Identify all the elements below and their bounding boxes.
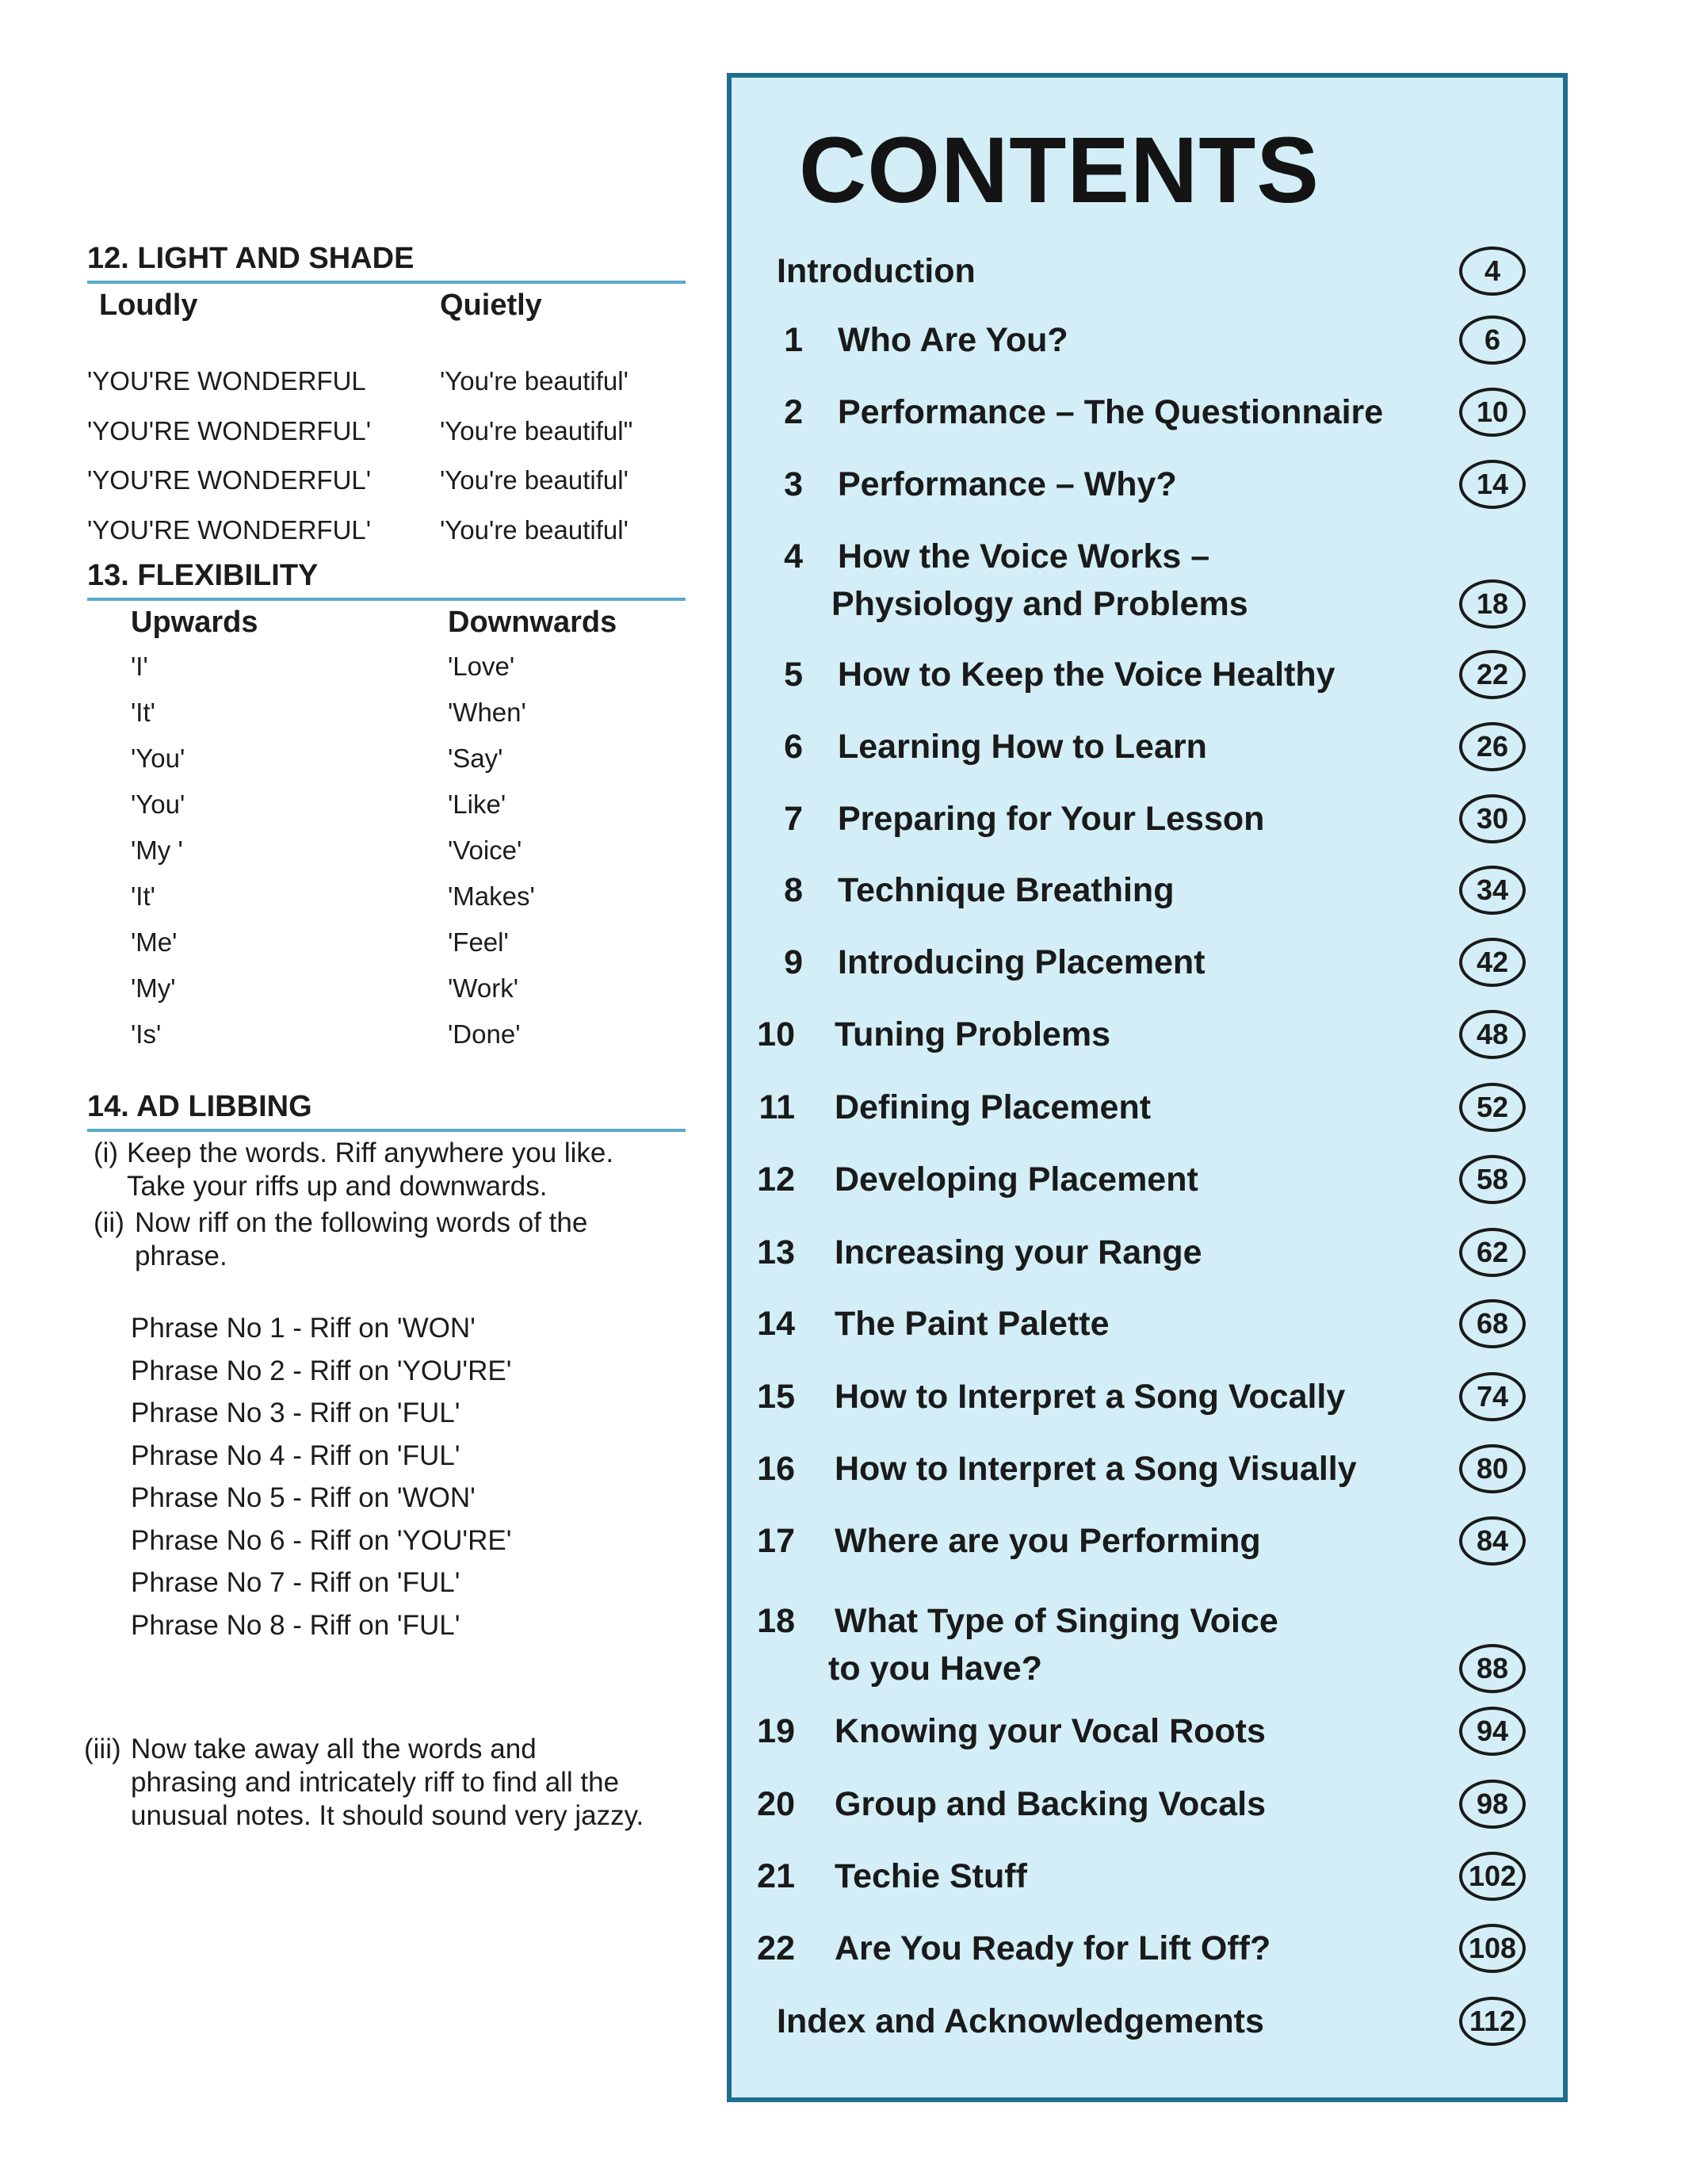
chapter-title: Physiology and Problems (831, 585, 1248, 623)
chapter-number: 22 (757, 1929, 795, 1967)
chapter-title: Knowing your Vocal Roots (835, 1712, 1266, 1750)
chapter-title: Techie Stuff (835, 1857, 1027, 1895)
downwards-column-header: Downwards (448, 606, 617, 639)
chapter-number: 17 (757, 1522, 795, 1560)
upwards-column-header: Upwards (131, 606, 258, 639)
chapter-title: Performance – The Questionnaire (838, 393, 1384, 431)
chapter-title: Increasing your Range (835, 1233, 1202, 1271)
quietly-cell: 'You're beautiful" (440, 416, 633, 445)
chapter-title: Defining Placement (835, 1088, 1152, 1126)
ad-libbing-body (84, 1137, 686, 1850)
page-number-badge: 4 (1459, 247, 1526, 296)
page-number-badge: 30 (1459, 794, 1526, 843)
phrase-list (131, 1307, 511, 1646)
page-number-badge: 84 (1459, 1516, 1526, 1566)
upwards-cell: 'You' (131, 790, 185, 819)
page-number-badge: 112 (1459, 1997, 1526, 2046)
page-number-badge: 88 (1459, 1644, 1526, 1693)
upwards-cell: 'You' (131, 744, 185, 773)
contents-box (727, 73, 1568, 2102)
upwards-cell: 'My' (131, 973, 176, 1003)
chapter-number: 18 (757, 1602, 795, 1640)
instruction-line: Take your riffs up and downwards. (127, 1171, 548, 1202)
chapter-title: Tuning Problems (835, 1015, 1110, 1053)
chapter-number: 1 (784, 321, 803, 359)
chapter-title: How the Voice Works – (838, 537, 1210, 575)
downwards-cell: 'Feel' (448, 927, 509, 957)
chapter-title: Group and Backing Vocals (835, 1785, 1266, 1823)
chapter-number: 7 (784, 800, 803, 838)
chapter-title: Who Are You? (838, 321, 1068, 359)
page-number-badge: 68 (1459, 1299, 1526, 1348)
ad-libbing-section (84, 1090, 686, 1850)
upwards-cell: 'My ' (131, 835, 183, 865)
chapter-number: 20 (757, 1785, 795, 1823)
table-header-row (87, 289, 686, 328)
upwards-cell: 'Me' (131, 927, 178, 957)
ad-libbing-heading: 14. AD LIBBING (87, 1090, 686, 1132)
chapter-title: Preparing for Your Lesson (838, 800, 1265, 838)
instruction-line: phrase. (135, 1241, 227, 1271)
instruction-line: phrasing and intricately riff to find all the (131, 1767, 620, 1798)
flexibility-table (87, 606, 686, 1081)
page-number-badge: 98 (1459, 1780, 1526, 1829)
page-number-badge: 22 (1459, 650, 1526, 699)
page-number-badge: 80 (1459, 1444, 1526, 1493)
page-number-badge: 26 (1459, 722, 1526, 771)
chapter-number: 13 (757, 1233, 795, 1271)
page-number-badge: 14 (1459, 460, 1526, 509)
chapter-title: What Type of Singing Voice (835, 1602, 1278, 1640)
downwards-cell: 'Makes' (448, 881, 535, 911)
instruction-line: unusual notes. It should sound very jazzy. (131, 1800, 644, 1831)
flexibility-heading: 13. FLEXIBILITY (87, 559, 686, 601)
loudly-cell: 'YOU'RE WONDERFUL' (87, 465, 372, 495)
contents-title: CONTENTS (799, 118, 1320, 223)
instruction-text (131, 1733, 644, 1833)
upwards-cell: 'It' (131, 698, 155, 727)
downwards-cell: 'Like' (448, 790, 506, 819)
loudly-cell: 'YOU'RE WONDERFUL' (87, 416, 372, 445)
downwards-cell: 'Love' (448, 652, 515, 681)
loudly-column-header: Loudly (99, 289, 198, 322)
quietly-cell: 'You're beautiful' (440, 366, 629, 396)
chapter-title: Technique Breathing (838, 871, 1175, 909)
chapter-number: 12 (757, 1160, 795, 1199)
page-number-badge: 48 (1459, 1010, 1526, 1059)
item-marker: (i) (94, 1137, 119, 1168)
upwards-cell: 'It' (131, 881, 155, 911)
chapter-title: Are You Ready for Lift Off? (835, 1929, 1271, 1967)
chapter-title: Introducing Placement (838, 943, 1206, 981)
page-number-badge: 94 (1459, 1707, 1526, 1756)
page-number-badge: 42 (1459, 938, 1526, 987)
list-item: Phrase No 1 - Riff on 'WON' (131, 1313, 476, 1344)
page-number-badge: 74 (1459, 1372, 1526, 1421)
chapter-title: Introduction (777, 252, 976, 290)
chapter-number: 9 (784, 943, 803, 981)
chapter-number: 21 (757, 1857, 795, 1895)
chapter-title: How to Keep the Voice Healthy (838, 656, 1335, 694)
loudly-cell: 'YOU'RE WONDERFUL' (87, 515, 372, 545)
chapter-title: How to Interpret a Song Vocally (835, 1378, 1346, 1416)
chapter-title: How to Interpret a Song Visually (835, 1450, 1357, 1488)
chapter-number: 6 (784, 728, 803, 766)
page-number-badge: 62 (1459, 1228, 1526, 1277)
quietly-cell: 'You're beautiful' (440, 465, 629, 495)
list-item: Phrase No 4 - Riff on 'FUL' (131, 1439, 460, 1471)
page-number-badge: 52 (1459, 1083, 1526, 1132)
instruction-text (127, 1137, 613, 1203)
chapter-title: Developing Placement (835, 1160, 1198, 1199)
chapter-number: 2 (784, 393, 803, 431)
page-number-badge: 58 (1459, 1155, 1526, 1204)
chapter-title: Learning How to Learn (838, 728, 1207, 766)
chapter-title: Index and Acknowledgements (777, 2002, 1264, 2040)
list-item: Phrase No 8 - Riff on 'FUL' (131, 1609, 460, 1641)
list-item: Phrase No 3 - Riff on 'FUL' (131, 1397, 460, 1428)
chapter-number: 16 (757, 1450, 795, 1488)
list-item: Phrase No 7 - Riff on 'FUL' (131, 1567, 460, 1598)
loudly-cell: 'YOU'RE WONDERFUL (87, 366, 366, 396)
chapter-title: Performance – Why? (838, 465, 1177, 503)
list-item: Phrase No 6 - Riff on 'YOU'RE' (131, 1524, 512, 1556)
instruction-line: Keep the words. Riff anywhere you like. (127, 1137, 614, 1168)
downwards-cell: 'Work' (448, 973, 518, 1003)
light-and-shade-heading: 12. LIGHT AND SHADE (87, 242, 686, 284)
light-and-shade-section (87, 242, 686, 545)
page-number-badge: 18 (1459, 579, 1526, 629)
chapter-number: 14 (757, 1305, 795, 1343)
light-and-shade-table (87, 289, 686, 545)
chapter-number: 3 (784, 465, 803, 503)
downwards-cell: 'Done' (448, 1019, 521, 1049)
page-number-badge: 10 (1459, 388, 1526, 437)
list-item: Phrase No 2 - Riff on 'YOU'RE' (131, 1355, 512, 1386)
chapter-title: Where are you Performing (835, 1522, 1261, 1560)
quietly-column-header: Quietly (440, 289, 542, 322)
chapter-number: 5 (784, 656, 803, 694)
item-marker: (ii) (94, 1207, 124, 1238)
downwards-cell: 'Voice' (448, 835, 522, 865)
page-number-badge: 34 (1459, 866, 1526, 915)
upwards-cell: 'I' (131, 652, 148, 681)
instruction-line: Now take away all the words and (131, 1734, 537, 1764)
upwards-cell: 'Is' (131, 1019, 162, 1049)
chapter-number: 19 (757, 1712, 795, 1750)
downwards-cell: 'When' (448, 698, 526, 727)
page-number-badge: 108 (1459, 1924, 1526, 1973)
chapter-number: 11 (758, 1088, 795, 1126)
downwards-cell: 'Say' (448, 744, 503, 773)
chapter-title: The Paint Palette (835, 1305, 1110, 1343)
quietly-cell: 'You're beautiful' (440, 515, 629, 545)
chapter-number: 15 (757, 1378, 795, 1416)
list-item: Phrase No 5 - Riff on 'WON' (131, 1482, 476, 1513)
page-number-badge: 102 (1459, 1852, 1526, 1901)
chapter-number: 8 (784, 871, 803, 909)
instruction-line: Now riff on the following words of the (135, 1207, 588, 1238)
chapter-number: 10 (757, 1015, 795, 1053)
chapter-title: to you Have? (828, 1650, 1042, 1688)
page-number-badge: 6 (1459, 315, 1526, 365)
instruction-text (135, 1206, 587, 1273)
item-marker: (iii) (84, 1734, 121, 1764)
flexibility-section (87, 559, 686, 1081)
chapter-number: 4 (784, 537, 803, 575)
